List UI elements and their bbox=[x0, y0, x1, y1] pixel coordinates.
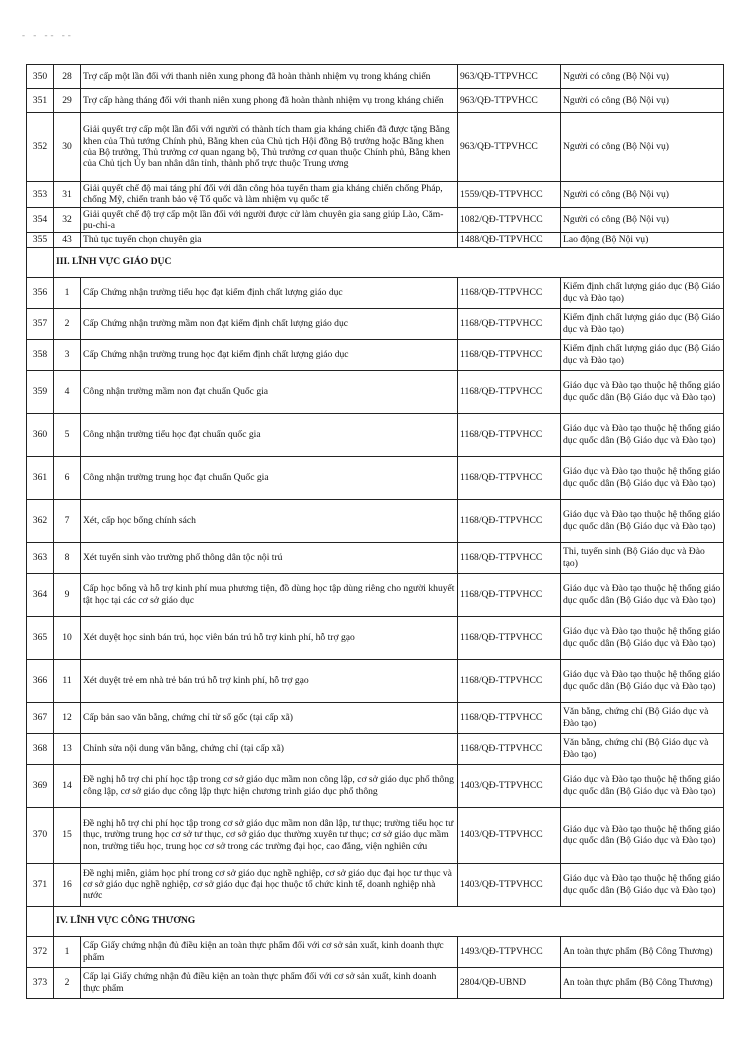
decision-code-cell: 1168/QĐ-TTPVHCC bbox=[458, 616, 561, 659]
field-cell: Kiểm định chất lượng giáo dục (Bộ Giáo dục và Đào tạo) bbox=[561, 277, 724, 308]
table-row bbox=[27, 863, 724, 906]
stt-cell: 365 bbox=[27, 616, 54, 659]
stt-cell: 358 bbox=[27, 339, 54, 370]
field-cell: Giáo dục và Đào tạo thuộc hệ thống giáo dục quốc dân (Bộ Giáo dục và Đào tạo) bbox=[561, 413, 724, 456]
field-cell: Giáo dục và Đào tạo thuộc hệ thống giáo dục quốc dân (Bộ Giáo dục và Đào tạo) bbox=[561, 616, 724, 659]
field-cell: Giáo dục và Đào tạo thuộc hệ thống giáo dục quốc dân (Bộ Giáo dục và Đào tạo) bbox=[561, 863, 724, 906]
num-cell: 3 bbox=[54, 339, 81, 370]
num-cell: 11 bbox=[54, 659, 81, 702]
field-cell: Giáo dục và Đào tạo thuộc hệ thống giáo dục quốc dân (Bộ Giáo dục và Đào tạo) bbox=[561, 573, 724, 616]
table-row bbox=[27, 733, 724, 764]
stt-cell: 370 bbox=[27, 807, 54, 863]
procedure-name-cell: Giải quyết chế độ trợ cấp một lần đối với người được cử làm chuyên gia sang giúp Lào, Căm-pu-chi-a bbox=[81, 207, 458, 233]
field-cell: Người có công (Bộ Nội vụ) bbox=[561, 65, 724, 89]
stt-cell: 359 bbox=[27, 370, 54, 413]
table-row bbox=[27, 233, 724, 247]
num-cell: 13 bbox=[54, 733, 81, 764]
stt-cell: 355 bbox=[27, 233, 54, 247]
field-cell: Người có công (Bộ Nội vụ) bbox=[561, 182, 724, 208]
procedure-name-cell: Đề nghị miễn, giảm học phí trong cơ sở giáo dục nghề nghiệp, cơ sở giáo dục đại học tư thục và cơ sở giáo dục nghề nghiệp, cơ sở giáo dục đại học thuộc tổ chức kinh tế, doanh nghiệp nhà nước bbox=[81, 863, 458, 906]
procedure-name-cell: Trợ cấp hàng tháng đối với thanh niên xung phong đã hoàn thành nhiệm vụ trong kháng chiến bbox=[81, 89, 458, 113]
stt-cell: 352 bbox=[27, 113, 54, 182]
field-cell: Người có công (Bộ Nội vụ) bbox=[561, 89, 724, 113]
procedure-name-cell: Xét tuyển sinh vào trường phổ thông dân tộc nội trú bbox=[81, 542, 458, 573]
procedure-name-cell: Cấp Chứng nhận trường mầm non đạt kiểm định chất lượng giáo dục bbox=[81, 308, 458, 339]
procedure-name-cell: Giải quyết chế độ mai táng phí đối với dân công hỏa tuyến tham gia kháng chiến chống Pháp, chống Mỹ, chiến tranh bảo vệ Tổ quốc và làm nhiệm vụ quốc tế bbox=[81, 182, 458, 208]
table-row bbox=[27, 207, 724, 233]
stt-cell: 364 bbox=[27, 573, 54, 616]
num-cell: 7 bbox=[54, 499, 81, 542]
stt-cell: 367 bbox=[27, 702, 54, 733]
field-cell: Người có công (Bộ Nội vụ) bbox=[561, 207, 724, 233]
field-cell: Kiểm định chất lượng giáo dục (Bộ Giáo dục và Đào tạo) bbox=[561, 339, 724, 370]
procedure-name-cell: Cấp Giấy chứng nhận đủ điều kiện an toàn thực phẩm đối với cơ sở sản xuất, kinh doanh thực phẩm bbox=[81, 936, 458, 967]
decision-code-cell: 1168/QĐ-TTPVHCC bbox=[458, 733, 561, 764]
stt-cell: 371 bbox=[27, 863, 54, 906]
decision-code-cell: 1168/QĐ-TTPVHCC bbox=[458, 370, 561, 413]
field-cell: Giáo dục và Đào tạo thuộc hệ thống giáo dục quốc dân (Bộ Giáo dục và Đào tạo) bbox=[561, 370, 724, 413]
table-row bbox=[27, 764, 724, 807]
num-cell: 2 bbox=[54, 308, 81, 339]
table-row bbox=[27, 967, 724, 998]
procedure-name-cell: Trợ cấp một lần đối với thanh niên xung phong đã hoàn thành nhiệm vụ trong kháng chiến bbox=[81, 65, 458, 89]
table-row bbox=[27, 370, 724, 413]
decision-code-cell: 1168/QĐ-TTPVHCC bbox=[458, 413, 561, 456]
decision-code-cell: 1168/QĐ-TTPVHCC bbox=[458, 277, 561, 308]
field-cell: Giáo dục và Đào tạo thuộc hệ thống giáo dục quốc dân (Bộ Giáo dục và Đào tạo) bbox=[561, 764, 724, 807]
table-row bbox=[27, 807, 724, 863]
procedure-name-cell: Đề nghị hỗ trợ chi phí học tập trong cơ sở giáo dục mầm non công lập, cơ sở giáo dục phổ thông công lập, cơ sở giáo dục công lập thực hiện chương trình giáo dục phổ thông bbox=[81, 764, 458, 807]
section-blank-cell bbox=[27, 906, 54, 936]
table-row bbox=[27, 702, 724, 733]
field-cell: Giáo dục và Đào tạo thuộc hệ thống giáo dục quốc dân (Bộ Giáo dục và Đào tạo) bbox=[561, 499, 724, 542]
num-cell: 6 bbox=[54, 456, 81, 499]
table-row bbox=[27, 65, 724, 89]
num-cell: 29 bbox=[54, 89, 81, 113]
decision-code-cell: 1168/QĐ-TTPVHCC bbox=[458, 659, 561, 702]
stt-cell: 361 bbox=[27, 456, 54, 499]
page-corner-mark: - - -- -- bbox=[22, 30, 74, 40]
stt-cell: 357 bbox=[27, 308, 54, 339]
procedure-name-cell: Công nhận trường trung học đạt chuẩn Quốc gia bbox=[81, 456, 458, 499]
stt-cell: 366 bbox=[27, 659, 54, 702]
field-cell: Văn bằng, chứng chỉ (Bộ Giáo dục và Đào tạo) bbox=[561, 702, 724, 733]
field-cell: Giáo dục và Đào tạo thuộc hệ thống giáo dục quốc dân (Bộ Giáo dục và Đào tạo) bbox=[561, 456, 724, 499]
table-row bbox=[27, 308, 724, 339]
field-cell: An toàn thực phẩm (Bộ Công Thương) bbox=[561, 936, 724, 967]
procedure-name-cell: Cấp học bổng và hỗ trợ kinh phí mua phương tiện, đồ dùng học tập dùng riêng cho người khuyết tật học tại các cơ sở giáo dục bbox=[81, 573, 458, 616]
procedure-table-body bbox=[27, 65, 724, 999]
decision-code-cell: 1559/QĐ-TTPVHCC bbox=[458, 182, 561, 208]
section-row bbox=[27, 247, 724, 277]
table-row bbox=[27, 573, 724, 616]
stt-cell: 351 bbox=[27, 89, 54, 113]
stt-cell: 354 bbox=[27, 207, 54, 233]
table-row bbox=[27, 542, 724, 573]
num-cell: 30 bbox=[54, 113, 81, 182]
stt-cell: 369 bbox=[27, 764, 54, 807]
section-blank-cell bbox=[27, 247, 54, 277]
decision-code-cell: 1403/QĐ-TTPVHCC bbox=[458, 863, 561, 906]
decision-code-cell: 1168/QĐ-TTPVHCC bbox=[458, 702, 561, 733]
procedure-name-cell: Đề nghị hỗ trợ chi phí học tập trong cơ sở giáo dục mầm non dân lập, tư thục; trường tiểu học tư thục, trường trung học cơ sở tư thục, cơ sở giáo dục thường xuyên tư thục; cơ sở giáo dục mầm non, trường tiểu học, trung học cơ sở trong các trường đại học, cao đẳng, viện nghiên cứu bbox=[81, 807, 458, 863]
procedure-table bbox=[26, 64, 724, 999]
section-title: IV. LĨNH VỰC CÔNG THƯƠNG bbox=[54, 906, 724, 936]
decision-code-cell: 1168/QĐ-TTPVHCC bbox=[458, 573, 561, 616]
field-cell: Thi, tuyển sinh (Bộ Giáo dục và Đào tạo) bbox=[561, 542, 724, 573]
table-row bbox=[27, 182, 724, 208]
stt-cell: 372 bbox=[27, 936, 54, 967]
field-cell: Giáo dục và Đào tạo thuộc hệ thống giáo dục quốc dân (Bộ Giáo dục và Đào tạo) bbox=[561, 807, 724, 863]
decision-code-cell: 1403/QĐ-TTPVHCC bbox=[458, 764, 561, 807]
procedure-name-cell: Xét duyệt trẻ em nhà trẻ bán trú hỗ trợ kinh phí, hỗ trợ gạo bbox=[81, 659, 458, 702]
section-row bbox=[27, 906, 724, 936]
table-row bbox=[27, 936, 724, 967]
stt-cell: 350 bbox=[27, 65, 54, 89]
num-cell: 15 bbox=[54, 807, 81, 863]
decision-code-cell: 1403/QĐ-TTPVHCC bbox=[458, 807, 561, 863]
decision-code-cell: 1082/QĐ-TTPVHCC bbox=[458, 207, 561, 233]
num-cell: 10 bbox=[54, 616, 81, 659]
field-cell: Giáo dục và Đào tạo thuộc hệ thống giáo dục quốc dân (Bộ Giáo dục và Đào tạo) bbox=[561, 659, 724, 702]
procedure-name-cell: Cấp Chứng nhận trường trung học đạt kiểm định chất lượng giáo dục bbox=[81, 339, 458, 370]
procedure-name-cell: Cấp Chứng nhận trường tiểu học đạt kiểm định chất lượng giáo dục bbox=[81, 277, 458, 308]
num-cell: 2 bbox=[54, 967, 81, 998]
num-cell: 4 bbox=[54, 370, 81, 413]
decision-code-cell: 1168/QĐ-TTPVHCC bbox=[458, 308, 561, 339]
stt-cell: 353 bbox=[27, 182, 54, 208]
field-cell: Lao động (Bộ Nội vụ) bbox=[561, 233, 724, 247]
procedure-name-cell: Chỉnh sửa nội dung văn bằng, chứng chỉ (tại cấp xã) bbox=[81, 733, 458, 764]
procedure-name-cell: Cấp lại Giấy chứng nhận đủ điều kiện an toàn thực phẩm đối với cơ sở sản xuất, kinh doanh thực phẩm bbox=[81, 967, 458, 998]
num-cell: 12 bbox=[54, 702, 81, 733]
num-cell: 28 bbox=[54, 65, 81, 89]
field-cell: An toàn thực phẩm (Bộ Công Thương) bbox=[561, 967, 724, 998]
procedure-name-cell: Công nhận trường tiểu học đạt chuẩn quốc gia bbox=[81, 413, 458, 456]
procedure-name-cell: Xét, cấp học bổng chính sách bbox=[81, 499, 458, 542]
stt-cell: 373 bbox=[27, 967, 54, 998]
stt-cell: 362 bbox=[27, 499, 54, 542]
num-cell: 1 bbox=[54, 936, 81, 967]
procedure-name-cell: Cấp bản sao văn bằng, chứng chỉ từ sổ gốc (tại cấp xã) bbox=[81, 702, 458, 733]
table-row bbox=[27, 659, 724, 702]
procedure-name-cell: Giải quyết trợ cấp một lần đối với người có thành tích tham gia kháng chiến đã được tặng Bằng khen của Thủ tướng Chính phủ, Bằng khen của Chủ tịch Hội đồng Bộ trưởng hoặc Bằng khen của Bộ trưởng, Thủ trưởng cơ quan ngang bộ, Thủ trưởng cơ quan thuộc Chính phủ, Bằng khen của Chủ tịch Ủy ban nhân dân tỉnh, thành phố trực thuộc Trung ương bbox=[81, 113, 458, 182]
table-row bbox=[27, 616, 724, 659]
table-row bbox=[27, 89, 724, 113]
decision-code-cell: 1168/QĐ-TTPVHCC bbox=[458, 499, 561, 542]
stt-cell: 363 bbox=[27, 542, 54, 573]
decision-code-cell: 963/QĐ-TTPVHCC bbox=[458, 89, 561, 113]
decision-code-cell: 1168/QĐ-TTPVHCC bbox=[458, 339, 561, 370]
table-row bbox=[27, 456, 724, 499]
decision-code-cell: 963/QĐ-TTPVHCC bbox=[458, 65, 561, 89]
decision-code-cell: 2804/QĐ-UBND bbox=[458, 967, 561, 998]
stt-cell: 360 bbox=[27, 413, 54, 456]
num-cell: 14 bbox=[54, 764, 81, 807]
num-cell: 31 bbox=[54, 182, 81, 208]
num-cell: 1 bbox=[54, 277, 81, 308]
table-row bbox=[27, 339, 724, 370]
section-title: III. LĨNH VỰC GIÁO DỤC bbox=[54, 247, 724, 277]
num-cell: 32 bbox=[54, 207, 81, 233]
stt-cell: 368 bbox=[27, 733, 54, 764]
table-row bbox=[27, 277, 724, 308]
field-cell: Văn bằng, chứng chỉ (Bộ Giáo dục và Đào tạo) bbox=[561, 733, 724, 764]
decision-code-cell: 963/QĐ-TTPVHCC bbox=[458, 113, 561, 182]
table-row bbox=[27, 499, 724, 542]
stt-cell: 356 bbox=[27, 277, 54, 308]
decision-code-cell: 1493/QĐ-TTPVHCC bbox=[458, 936, 561, 967]
decision-code-cell: 1168/QĐ-TTPVHCC bbox=[458, 542, 561, 573]
num-cell: 8 bbox=[54, 542, 81, 573]
table-row bbox=[27, 413, 724, 456]
field-cell: Kiểm định chất lượng giáo dục (Bộ Giáo dục và Đào tạo) bbox=[561, 308, 724, 339]
field-cell: Người có công (Bộ Nội vụ) bbox=[561, 113, 724, 182]
num-cell: 16 bbox=[54, 863, 81, 906]
procedure-name-cell: Thủ tục tuyển chọn chuyên gia bbox=[81, 233, 458, 247]
num-cell: 43 bbox=[54, 233, 81, 247]
decision-code-cell: 1168/QĐ-TTPVHCC bbox=[458, 456, 561, 499]
procedure-name-cell: Công nhận trường mầm non đạt chuẩn Quốc gia bbox=[81, 370, 458, 413]
decision-code-cell: 1488/QĐ-TTPVHCC bbox=[458, 233, 561, 247]
procedure-name-cell: Xét duyệt học sinh bán trú, học viên bán trú hỗ trợ kinh phí, hỗ trợ gạo bbox=[81, 616, 458, 659]
num-cell: 5 bbox=[54, 413, 81, 456]
num-cell: 9 bbox=[54, 573, 81, 616]
table-row bbox=[27, 113, 724, 182]
